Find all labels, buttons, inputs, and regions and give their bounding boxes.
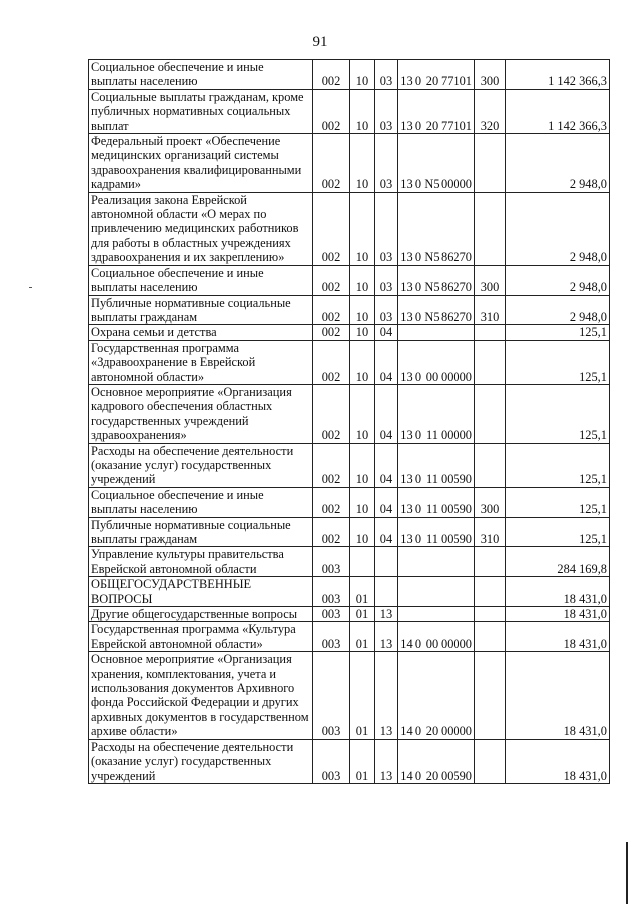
target-article-part: 11 [426, 428, 438, 443]
expense-type-code [474, 577, 505, 607]
target-article-part: 20 [425, 74, 439, 89]
target-article-part: 14 [400, 636, 413, 651]
subsection-code: 04 [375, 487, 398, 517]
amount: 18 431,0 [505, 622, 609, 652]
target-article-part: N5 [424, 250, 440, 265]
amount: 2 948,0 [505, 134, 609, 193]
section-code: 10 [350, 325, 375, 340]
expense-type-code [474, 325, 505, 340]
target-article-code [398, 192, 475, 265]
amount: 125,1 [505, 340, 609, 384]
target-article-part: 86270 [441, 309, 472, 324]
table-row [89, 622, 610, 652]
subsection-code: 13 [375, 622, 398, 652]
target-article-part: 77101 [441, 74, 472, 89]
expense-type-code [474, 547, 505, 577]
target-article-code [398, 384, 475, 443]
target-article-part: 20 [425, 724, 439, 739]
target-article-code [398, 134, 475, 193]
table-row [89, 652, 610, 739]
subsection-code: 13 [375, 607, 398, 622]
section-code: 01 [350, 622, 375, 652]
target-article-part: 00000 [441, 724, 472, 739]
table-row [89, 607, 610, 622]
table-row [89, 192, 610, 265]
table-row [89, 265, 610, 295]
amount: 125,1 [505, 384, 609, 443]
target-article-code [398, 89, 475, 133]
subsection-code: 03 [375, 295, 398, 325]
expense-name: Социальное обеспечение и иные выплаты населению [89, 487, 313, 517]
target-article-part: 14 [400, 768, 413, 783]
target-article-part: 0 [414, 280, 422, 295]
target-article-code [398, 652, 475, 739]
target-article-code [398, 340, 475, 384]
expense-type-code [474, 652, 505, 739]
table-row [89, 517, 610, 547]
amount: 18 431,0 [505, 652, 609, 739]
ministry-code: 003 [313, 547, 350, 577]
target-article-part: 0 [414, 532, 422, 546]
expense-type-code: 310 [474, 517, 505, 547]
target-article-code [398, 295, 475, 325]
section-code: 10 [350, 340, 375, 384]
expense-type-code [474, 607, 505, 622]
target-article-code [398, 577, 475, 607]
target-article-part: 13 [400, 177, 413, 192]
subsection-code: 04 [375, 443, 398, 487]
subsection-code: 04 [375, 517, 398, 547]
expense-name: Социальное обеспечение и иные выплаты населению [89, 265, 313, 295]
target-article-part: 86270 [441, 280, 472, 295]
ministry-code: 002 [313, 340, 350, 384]
target-article-part: N5 [424, 309, 440, 324]
target-article-part: 0 [414, 428, 422, 443]
amount: 284 169,8 [505, 547, 609, 577]
target-article-part: 77101 [441, 118, 472, 133]
amount: 2 948,0 [505, 295, 609, 325]
subsection-code: 03 [375, 60, 398, 90]
target-article-part: 86270 [441, 250, 472, 265]
expense-name: Публичные нормативные социальные выплаты гражданам [89, 517, 313, 547]
expense-name: ОБЩЕГОСУДАРСТВЕННЫЕ ВОПРОСЫ [89, 577, 313, 607]
subsection-code: 04 [375, 340, 398, 384]
expense-name: Государственная программа «Здравоохранение в Еврейской автономной области» [89, 340, 313, 384]
expense-name: Другие общегосударственные вопросы [89, 607, 313, 622]
ministry-code: 002 [313, 443, 350, 487]
target-article-part: 00 [425, 369, 439, 384]
subsection-code: 03 [375, 89, 398, 133]
page-number: 91 [312, 34, 328, 50]
ministry-code: 002 [313, 295, 350, 325]
target-article-part: 13 [400, 369, 413, 384]
target-article-part: 0 [414, 309, 422, 324]
scan-mark [29, 287, 32, 288]
expense-type-code [474, 384, 505, 443]
ministry-code: 002 [313, 384, 350, 443]
expense-type-code [474, 739, 505, 783]
target-article-part: 11 [426, 532, 438, 546]
target-article-part: 14 [400, 724, 413, 739]
target-article-part: 13 [400, 472, 413, 487]
ministry-code: 002 [313, 192, 350, 265]
table-row [89, 60, 610, 90]
target-article-part: 00590 [441, 502, 472, 517]
table-row [89, 89, 610, 133]
target-article-code [398, 547, 475, 577]
ministry-code: 003 [313, 739, 350, 783]
section-code: 10 [350, 192, 375, 265]
subsection-code [375, 547, 398, 577]
expense-name: Социальное обеспечение и иные выплаты населению [89, 60, 313, 90]
subsection-code: 13 [375, 739, 398, 783]
ministry-code: 002 [313, 265, 350, 295]
target-article-part: N5 [424, 280, 440, 295]
amount: 2 948,0 [505, 265, 609, 295]
target-article-part: 00590 [441, 768, 472, 783]
expense-name: Расходы на обеспечение деятельности (оказание услуг) государственных учреждений [89, 443, 313, 487]
table-row [89, 739, 610, 783]
target-article-code [398, 443, 475, 487]
target-article-part: 0 [414, 74, 422, 89]
expense-type-code [474, 134, 505, 193]
target-article-part: 0 [414, 724, 422, 739]
target-article-code [398, 517, 475, 547]
target-article-part: 00000 [441, 369, 472, 384]
expense-type-code: 310 [474, 295, 505, 325]
target-article-part: 13 [400, 118, 413, 133]
section-code: 01 [350, 577, 375, 607]
section-code: 01 [350, 739, 375, 783]
target-article-part: 0 [414, 118, 422, 133]
target-article-part: 11 [426, 472, 438, 487]
target-article-part: 0 [414, 768, 422, 783]
table-row [89, 340, 610, 384]
ministry-code: 003 [313, 622, 350, 652]
target-article-code [398, 60, 475, 90]
ministry-code: 002 [313, 89, 350, 133]
subsection-code: 04 [375, 384, 398, 443]
amount: 125,1 [505, 487, 609, 517]
ministry-code: 002 [313, 325, 350, 340]
section-code: 10 [350, 60, 375, 90]
table-row [89, 134, 610, 193]
expense-name: Управление культуры правительства Еврейской автономной области [89, 547, 313, 577]
target-article-part: 00590 [441, 472, 472, 487]
target-article-part: 0 [414, 636, 422, 651]
expense-type-code [474, 192, 505, 265]
budget-table [88, 59, 610, 784]
section-code: 10 [350, 517, 375, 547]
section-code [350, 547, 375, 577]
ministry-code: 003 [313, 577, 350, 607]
target-article-part: 20 [425, 768, 439, 783]
table-row [89, 325, 610, 340]
expense-name: Государственная программа «Культура Еврейской автономной области» [89, 622, 313, 652]
subsection-code: 13 [375, 652, 398, 739]
amount: 18 431,0 [505, 607, 609, 622]
target-article-part: 13 [400, 428, 413, 443]
target-article-part: 00 [425, 636, 439, 651]
expense-type-code: 300 [474, 265, 505, 295]
ministry-code: 002 [313, 60, 350, 90]
target-article-part: 20 [425, 118, 439, 133]
target-article-part: 00000 [441, 428, 472, 443]
target-article-code [398, 739, 475, 783]
ministry-code: 002 [313, 517, 350, 547]
expense-type-code [474, 443, 505, 487]
amount: 125,1 [505, 325, 609, 340]
target-article-part: 00000 [441, 636, 472, 651]
section-code: 10 [350, 443, 375, 487]
amount: 125,1 [505, 443, 609, 487]
target-article-part: 13 [400, 532, 413, 546]
amount: 125,1 [505, 517, 609, 547]
target-article-part: 0 [414, 472, 422, 487]
amount: 1 142 366,3 [505, 60, 609, 90]
table-row [89, 577, 610, 607]
target-article-part: 13 [400, 250, 413, 265]
target-article-part: 13 [400, 502, 413, 517]
expense-name: Охрана семьи и детства [89, 325, 313, 340]
section-code: 10 [350, 384, 375, 443]
section-code: 10 [350, 295, 375, 325]
amount: 18 431,0 [505, 577, 609, 607]
section-code: 10 [350, 265, 375, 295]
target-article-code [398, 607, 475, 622]
target-article-code [398, 265, 475, 295]
target-article-part: 13 [400, 74, 413, 89]
target-article-part: 0 [414, 177, 422, 192]
budget-table-body [89, 60, 610, 784]
target-article-code [398, 622, 475, 652]
target-article-part: 11 [426, 502, 438, 517]
subsection-code: 03 [375, 265, 398, 295]
expense-name: Публичные нормативные социальные выплаты гражданам [89, 295, 313, 325]
section-code: 01 [350, 607, 375, 622]
margin-line [626, 842, 628, 904]
section-code: 10 [350, 89, 375, 133]
table-row [89, 547, 610, 577]
ministry-code: 003 [313, 607, 350, 622]
amount: 2 948,0 [505, 192, 609, 265]
table-row [89, 384, 610, 443]
expense-name: Расходы на обеспечение деятельности (оказание услуг) государственных учреждений [89, 739, 313, 783]
table-row [89, 487, 610, 517]
expense-name: Социальные выплаты гражданам, кроме публичных нормативных социальных выплат [89, 89, 313, 133]
ministry-code: 002 [313, 487, 350, 517]
table-row [89, 295, 610, 325]
ministry-code: 003 [313, 652, 350, 739]
subsection-code: 03 [375, 192, 398, 265]
subsection-code: 04 [375, 325, 398, 340]
section-code: 10 [350, 487, 375, 517]
subsection-code: 03 [375, 134, 398, 193]
target-article-part: 0 [414, 502, 422, 517]
expense-name: Основное мероприятие «Организация хранения, комплектования, учета и использования документов Архивного фонда Российской Федерации и других архивных документов в государственном архиве области» [89, 652, 313, 739]
ministry-code: 002 [313, 134, 350, 193]
expense-type-code: 300 [474, 487, 505, 517]
subsection-code [375, 577, 398, 607]
target-article-part: 0 [414, 250, 422, 265]
target-article-part: 00000 [441, 177, 472, 192]
table-row [89, 443, 610, 487]
target-article-code [398, 325, 475, 340]
expense-name: Основное мероприятие «Организация кадрового обеспечения областных государственных учреждений здравоохранения» [89, 384, 313, 443]
expense-type-code: 300 [474, 60, 505, 90]
target-article-part: 13 [400, 280, 413, 295]
target-article-part: 0 [414, 369, 422, 384]
expense-type-code: 320 [474, 89, 505, 133]
target-article-part: N5 [424, 177, 440, 192]
expense-name: Реализация закона Еврейской автономной области «О мерах по привлечению медицинских работников для работы в областных учреждениях здравоохранения и их закреплению» [89, 192, 313, 265]
expense-type-code [474, 340, 505, 384]
expense-type-code [474, 622, 505, 652]
target-article-part: 13 [400, 309, 413, 324]
section-code: 10 [350, 134, 375, 193]
amount: 18 431,0 [505, 739, 609, 783]
target-article-code [398, 487, 475, 517]
expense-name: Федеральный проект «Обеспечение медицинских организаций системы здравоохранения квалифицированными кадрами» [89, 134, 313, 193]
amount: 1 142 366,3 [505, 89, 609, 133]
target-article-part: 00590 [441, 532, 472, 546]
section-code: 01 [350, 652, 375, 739]
